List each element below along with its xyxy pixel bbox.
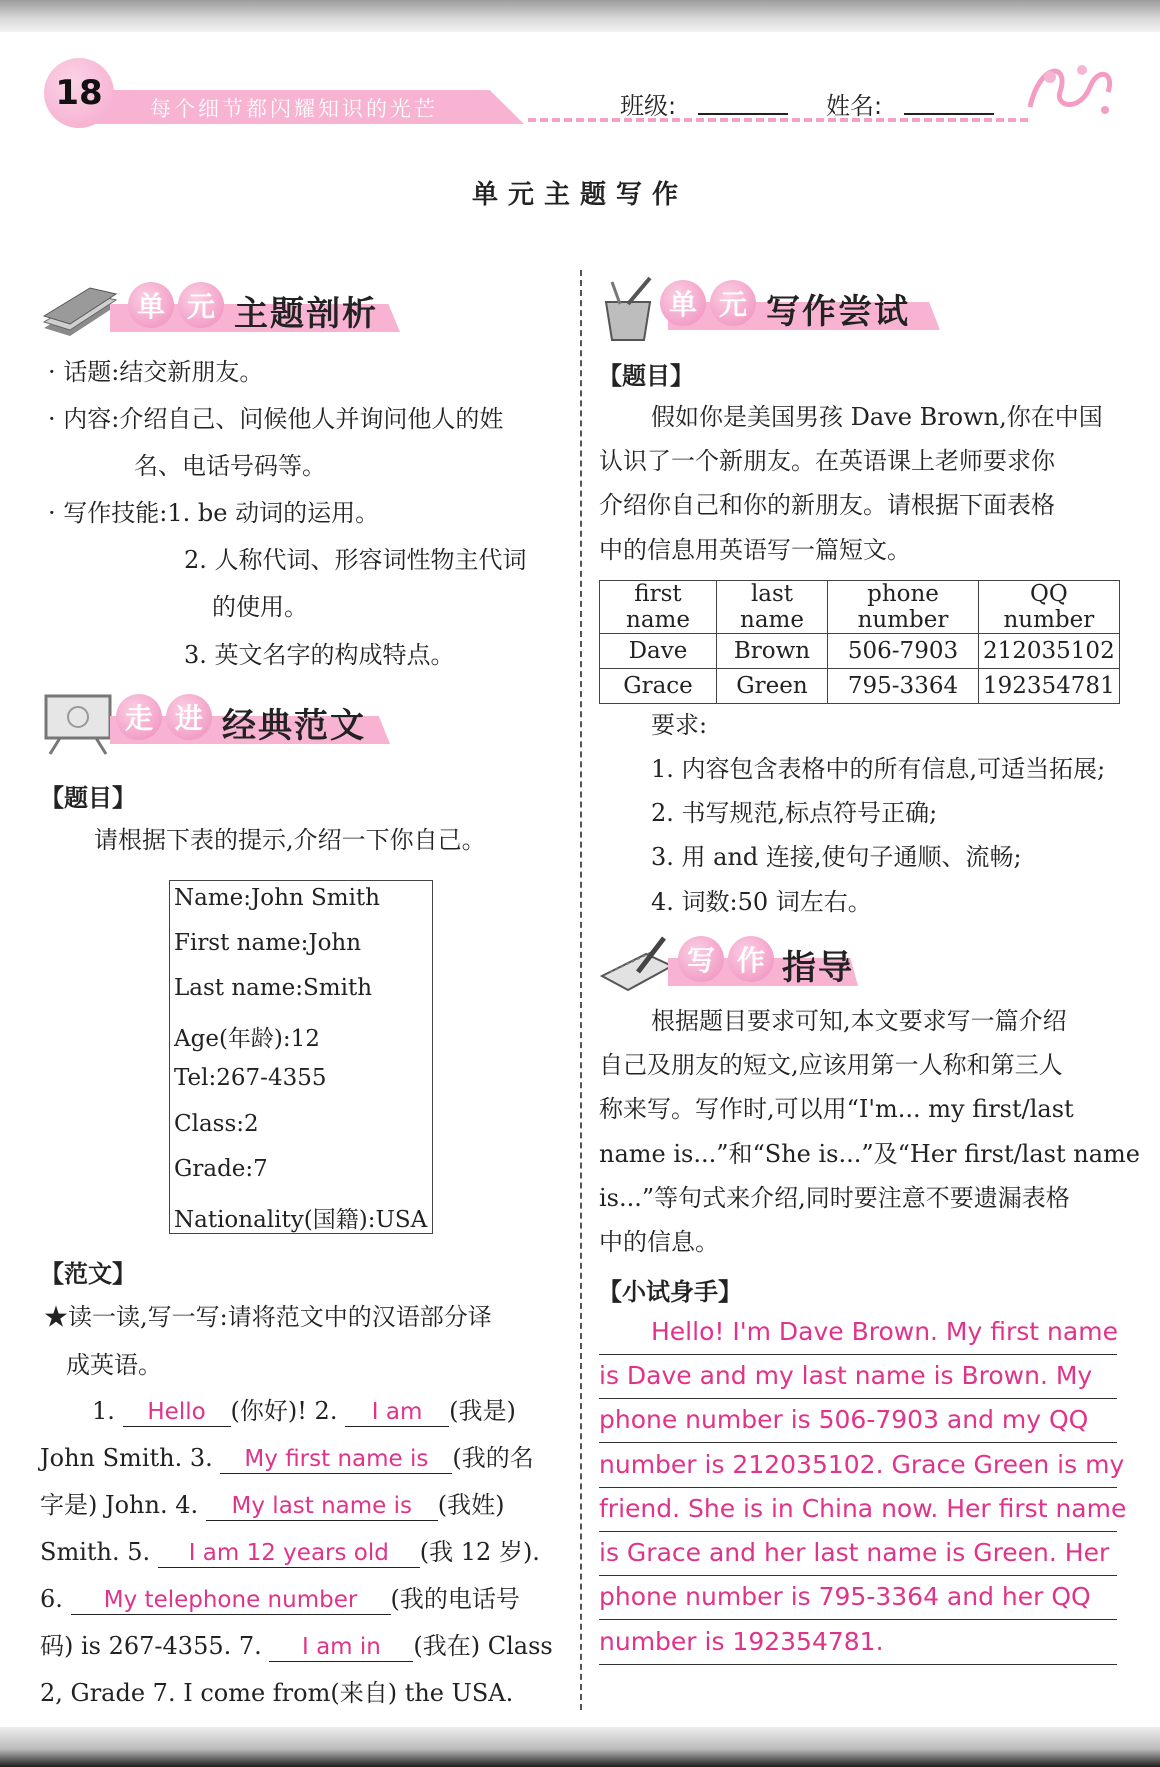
passage-line-7: 2, Grade 7. I come from(来自) the USA. (40, 1679, 514, 1707)
class-blank (698, 113, 788, 115)
topic-line-1: 假如你是美国男孩 Dave Brown,你在中国 (651, 403, 1103, 431)
blank-1: Hello (123, 1398, 231, 1427)
page-title: 单元主题写作 (471, 180, 688, 210)
requirements-title: 要求: (651, 711, 708, 739)
topic-label-right: 【题目】 (598, 362, 694, 390)
answer-line-4: number is 212035102. Grace Green is my (599, 1443, 1117, 1488)
notebook-pen-icon (598, 932, 678, 994)
passage-line-2: John Smith. 3. My first name is (我的名 (40, 1444, 534, 1472)
blank-6: My telephone number (71, 1586, 391, 1615)
table-cell: 192354781 (979, 669, 1120, 704)
table-header-cell: QQ number (979, 581, 1120, 634)
topic-text-left: 请根据下表的提示,介绍一下你自己。 (94, 826, 486, 854)
try-label: 【小试身手】 (598, 1278, 742, 1306)
passage-line-6: 码) is 267-4355. 7. I am in (我在) Class (40, 1632, 553, 1660)
books-icon (40, 278, 120, 338)
flourish-ornament-icon (1020, 52, 1120, 122)
table-cell: 795-3364 (828, 669, 979, 704)
section-header-theme-analysis: 单 元 主题剖析 (40, 278, 400, 338)
bullet-content-cont: 名、电话号码等。 (134, 452, 326, 480)
table-cell: 212035102 (979, 634, 1120, 669)
bullet-content: · 内容:介绍自己、问候他人并询问他人的姓 (48, 405, 504, 433)
topic-line-2: 认识了一个新朋友。在英语课上老师要求你 (599, 447, 1055, 475)
topic-label-left: 【题目】 (40, 784, 136, 812)
topic-line-3: 介绍你自己和你的新朋友。请根据下面表格 (599, 491, 1055, 519)
table-cell: Green (717, 669, 828, 704)
blank-2: I am (345, 1398, 449, 1427)
table-cell: Grace (600, 669, 717, 704)
blank-3: My first name is (220, 1445, 452, 1474)
instruction-line-1: ★读一读,写一写:请将范文中的汉语部分译 (44, 1303, 492, 1331)
section-header-writing-guide: 写 作 指导 (598, 932, 958, 992)
skill-2-cont: 的使用。 (212, 593, 308, 621)
bullet-skills: · 写作技能:1. be 动词的运用。 (48, 499, 380, 527)
class-label: 班级: (620, 92, 677, 120)
blank-4: My last name is (206, 1492, 438, 1521)
top-shadow-bar (0, 0, 1160, 32)
model-label: 【范文】 (40, 1260, 136, 1288)
pen-bucket-icon (598, 276, 668, 342)
table-header-cell: phone number (828, 581, 979, 634)
passage-line-1: 1. Hello (你好)! 2. I am (我是) (92, 1397, 516, 1425)
guide-line-1: 根据题目要求可知,本文要求写一篇介绍 (651, 1007, 1067, 1035)
friend-info-table (599, 580, 1120, 704)
table-header-cell: first name (600, 581, 717, 634)
topic-line-4: 中的信息用英语写一篇短文。 (599, 536, 911, 564)
requirement-1: 1. 内容包含表格中的所有信息,可适当拓展; (651, 755, 1106, 783)
presentation-board-icon (40, 690, 120, 756)
table-row (600, 634, 1120, 669)
table-header-cell: last name (717, 581, 828, 634)
info-tel: Tel:267-4355 (174, 1065, 327, 1091)
table-cell: Dave (600, 634, 717, 669)
info-first-name: First name:John (174, 930, 362, 956)
info-nationality: Nationality(国籍):USA (174, 1207, 428, 1233)
answer-line-8: number is 192354781. (599, 1620, 1117, 1665)
skill-3: 3. 英文名字的构成特点。 (184, 641, 455, 669)
name-blank (904, 113, 994, 115)
column-divider (580, 270, 582, 1710)
skill-2: 2. 人称代词、形容词性物主代词 (184, 546, 527, 574)
blank-5: I am 12 years old (158, 1539, 420, 1568)
answer-line-5: friend. She is in China now. Her first name (599, 1487, 1117, 1532)
table-cell: 506-7903 (828, 634, 979, 669)
bottom-shadow-bar (0, 1727, 1160, 1767)
requirement-3: 3. 用 and 连接,使句子通顺、流畅; (651, 843, 1022, 871)
blank-7: I am in (269, 1633, 413, 1662)
answer-line-7: phone number is 795-3364 and her QQ (599, 1575, 1117, 1620)
info-age: Age(年龄):12 (174, 1026, 320, 1052)
answer-line-2: is Dave and my last name is Brown. My (599, 1354, 1117, 1399)
name-label: 姓名: (826, 92, 883, 120)
passage-line-4: Smith. 5. I am 12 years old (我 12 岁). (40, 1538, 540, 1566)
table-row (600, 669, 1120, 704)
passage-line-3: 字是) John. 4. My last name is (我姓) (40, 1491, 505, 1519)
requirement-4: 4. 词数:50 词左右。 (651, 888, 872, 916)
info-class: Class:2 (174, 1111, 259, 1137)
guide-line-4: name is...”和“She is...”及“Her first/last name (599, 1140, 1140, 1168)
guide-line-3: 称来写。写作时,可以用“I'm... my first/last (599, 1095, 1074, 1123)
motto-text: 每个细节都闪耀知识的光芒 (150, 97, 438, 121)
info-name: Name:John Smith (174, 885, 380, 911)
guide-line-2: 自己及朋友的短文,应该用第一人称和第三人 (599, 1051, 1063, 1079)
info-box (169, 880, 433, 1234)
answer-line-1: Hello! I'm Dave Brown. My first name (599, 1310, 1117, 1355)
answer-line-3: phone number is 506-7903 and my QQ (599, 1398, 1117, 1443)
guide-line-6: 中的信息。 (599, 1228, 719, 1256)
guide-line-5: is...”等句式来介绍,同时要注意不要遗漏表格 (599, 1184, 1070, 1212)
passage-line-5: 6. My telephone number (我的电话号 (40, 1585, 520, 1613)
section-header-writing-practice: 单 元 写作尝试 (598, 276, 958, 336)
table-header-row (600, 581, 1120, 634)
table-cell: Brown (717, 634, 828, 669)
info-last-name: Last name:Smith (174, 975, 373, 1001)
instruction-line-2: 成英语。 (66, 1351, 162, 1379)
requirement-2: 2. 书写规范,标点符号正确; (651, 799, 938, 827)
bullet-topic: · 话题:结交新朋友。 (48, 358, 264, 386)
info-grade: Grade:7 (174, 1156, 268, 1182)
section-header-model-essay: 走 进 经典范文 (40, 690, 400, 750)
header-dashed-line (528, 118, 1028, 122)
answer-line-6: is Grace and her last name is Green. Her (599, 1531, 1117, 1576)
page-number: 18 (44, 58, 114, 128)
